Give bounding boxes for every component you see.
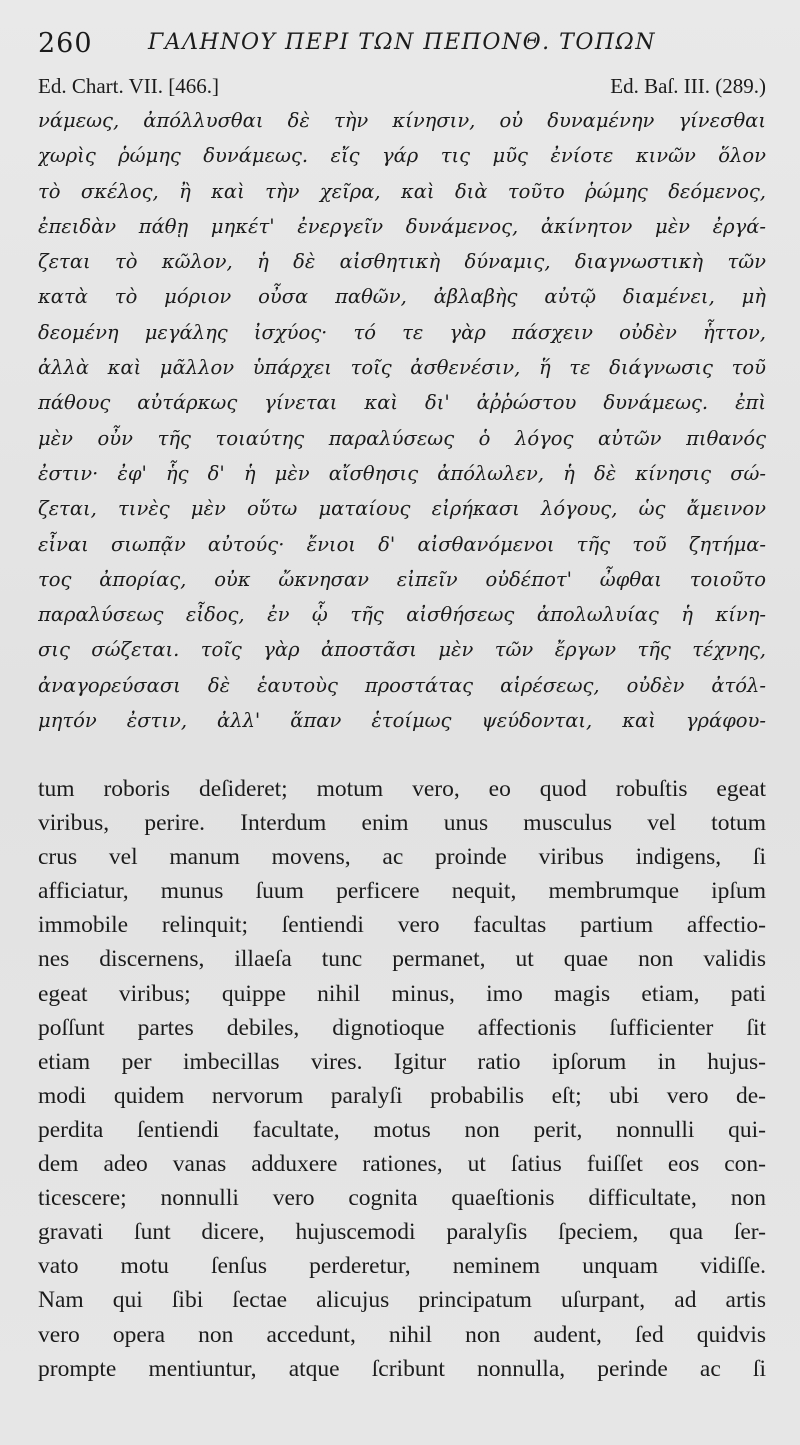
running-head [38,24,778,64]
greek-line: μὲν οὖν τῆς τοιαύτης παραλύσεως ὁ λόγος αὐτῶν πιθανός [38,426,766,450]
latin-translation-block [38,772,766,1386]
latin-line: egeat viribus; quippe nihil minus, imo magis etiam, pati [38,980,766,1007]
latin-line: Nam qui ſibi ſectae alicujus principatum uſurpant, ad artis [38,1287,766,1314]
latin-line: afficiatur, munus ſuum perficere nequit, membrumque ipſum [38,878,766,905]
edition-ref-basel: Ed. Baſ. III. (289.) [610,74,766,98]
edition-references [38,74,766,104]
greek-text-block [38,103,766,738]
greek-line: δεομένη μεγάλης ἰσχύος· τό τε γὰρ πάσχειν οὐδὲν ἧττον, [38,320,766,344]
greek-line: τὸ σκέλος, ἢ καὶ τὴν χεῖρα, καὶ διὰ τοῦτο ῥώμης δεόμενος, [38,179,766,203]
page-number: 260 [38,28,93,59]
edition-ref-chartier: Ed. Chart. VII. [466.] [38,74,219,98]
latin-line: gravati ſunt dicere, hujuscemodi paralyſis ſpeciem, qua ſer- [38,1219,766,1246]
greek-line: μητόν ἐστιν, ἀλλ' ἅπαν ἑτοίμως ψεύδονται, καὶ γράφου- [38,709,766,733]
latin-line: vero opera non accedunt, nihil non audent, ſed quidvis [38,1321,766,1348]
greek-line: ἐστιν· ἐφ' ἧς δ' ἡ μὲν αἴσθησις ἀπόλωλεν, ἡ δὲ κίνησις σώ- [38,461,766,485]
running-title: ΓΑΛΗΝΟΥ ΠΕΡΙ ΤΩΝ ΠΕΠΟΝΘ. ΤΟΠΩΝ [148,30,657,55]
greek-line: παραλύσεως εἶδος, ἐν ᾧ τῆς αἰσθήσεως ἀπολωλυίας ἡ κίνη- [38,603,766,627]
greek-line: τος ἀπορίας, οὐκ ὤκνησαν εἰπεῖν οὐδέποτ' ὦφθαι τοιοῦτο [38,567,766,591]
latin-line: immobile relinquit; ſentiendi vero facultas partium affectio- [38,912,766,939]
greek-line: σις σώζεται. τοῖς γὰρ ἀποστᾶσι μὲν τῶν ἔργων τῆς τέχνης, [38,638,766,662]
greek-line: κατὰ τὸ μόριον οὖσα παθῶν, ἀβλαβὴς αὐτῷ διαμένει, μὴ [38,285,766,309]
greek-line: ἀναγορεύσασι δὲ ἑαυτοὺς προστάτας αἱρέσεως, οὐδὲν ἀτόλ- [38,673,766,697]
latin-line: vato motu ſenſus perderetur, neminem unquam vidiſſe. [38,1253,766,1280]
latin-line: nes discernens, illaeſa tunc permanet, ut quae non validis [38,946,766,973]
greek-line: ἐπειδὰν πάθῃ μηκέτ' ἐνεργεῖν δυνάμενος, ἀκίνητον μὲν ἐργά- [38,214,766,238]
latin-line: ticescere; nonnulli vero cognita quaeſtionis difficultate, non [38,1185,766,1212]
latin-line: tum roboris deſideret; motum vero, eo quod robuſtis egeat [38,776,766,802]
greek-line: νάμεως, ἀπόλλυσθαι δὲ τὴν κίνησιν, οὐ δυναμένην γίνεσθαι [38,109,766,132]
greek-line: ζεται, τινὲς μὲν οὕτω ματαίους εἰρήκασι λόγους, ὡς ἄμεινον [38,497,766,521]
latin-line: poſſunt partes debiles, dignotioque affectionis ſufficienter ſit [38,1014,766,1041]
latin-line: prompte mentiuntur, atque ſcribunt nonnulla, perinde ac ſi [38,1355,766,1382]
greek-line: εἶναι σιωπᾷν αὐτούς· ἔνιοι δ' αἰσθανόμενοι τῆς τοῦ ζητήμα- [38,532,766,556]
latin-line: viribus, perire. Interdum enim unus musculus vel totum [38,810,766,837]
latin-line: perdita ſentiendi facultate, motus non perit, nonnulli qui- [38,1116,766,1143]
latin-line: etiam per imbecillas vires. Igitur ratio ipſorum in hujus- [38,1048,766,1075]
latin-line: modi quidem nervorum paralyſi probabilis eſt; ubi vero de- [38,1082,766,1109]
greek-line: ζεται τὸ κῶλον, ἡ δὲ αἰσθητικὴ δύναμις, διαγνωστικὴ τῶν [38,250,766,274]
latin-line: crus vel manum movens, ac proinde viribus indigens, ſi [38,844,766,871]
greek-line: χωρὶς ῥώμης δυνάμεως. εἴς γάρ τις μῦς ἐνίοτε κινῶν ὅλον [38,144,766,168]
greek-line: πάθους αὐτάρκως γίνεται καὶ δι' ἀῤῥώστου δυνάμεως. ἐπὶ [38,391,766,415]
latin-line: dem adeo vanas adduxere rationes, ut ſatius fuiſſet eos con- [38,1151,766,1178]
greek-line: ἀλλὰ καὶ μᾶλλον ὑπάρχει τοῖς ἀσθενέσιν, ἥ τε διάγνωσις τοῦ [38,356,766,380]
